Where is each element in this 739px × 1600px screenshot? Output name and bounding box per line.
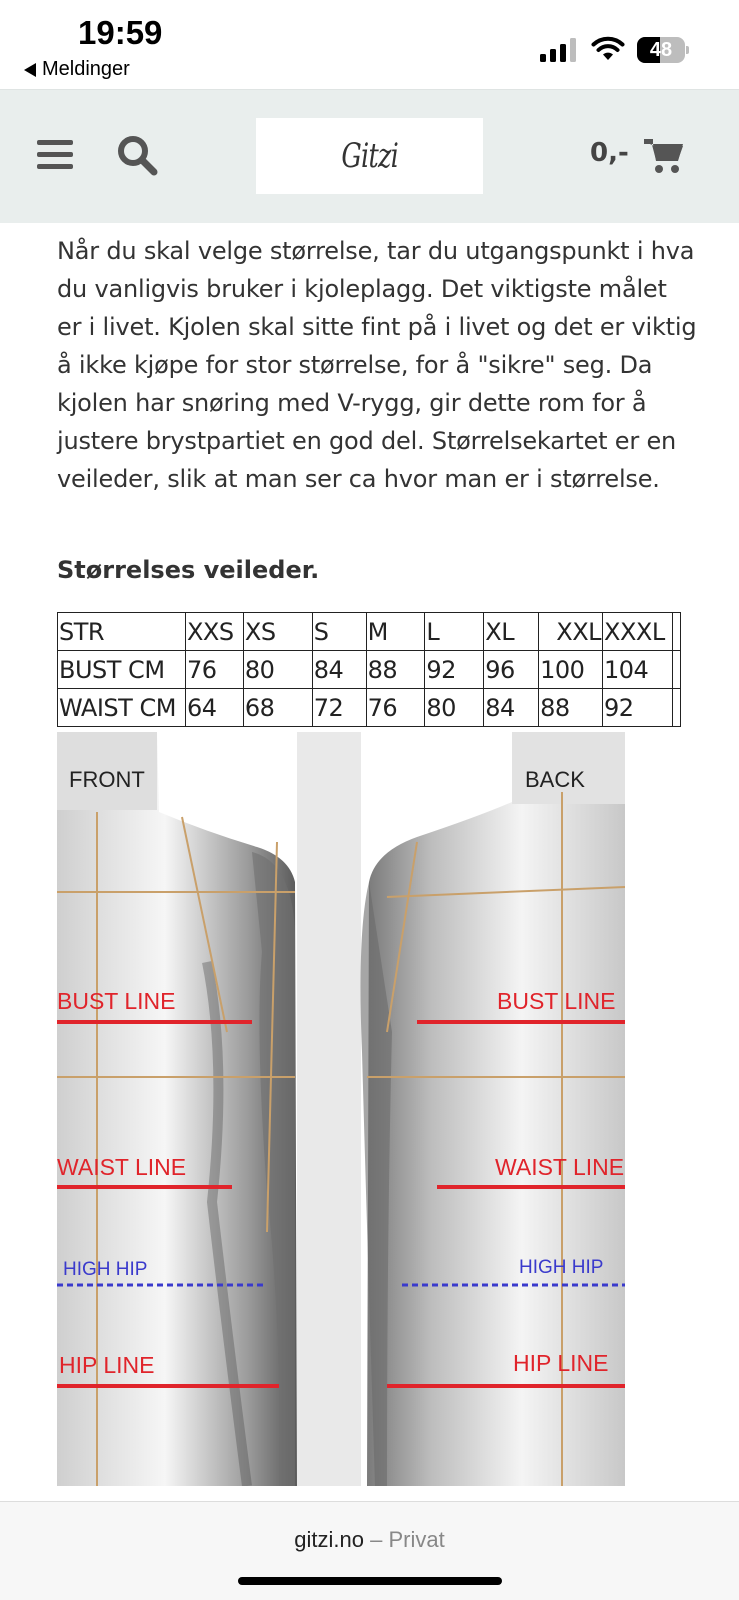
measurement-diagram — [57, 732, 625, 1486]
private-mode-label: Privat — [388, 1527, 445, 1552]
table-cell: 84 — [484, 689, 539, 727]
table-cell: 100 — [539, 651, 603, 689]
back-bust-label: BUST LINE — [497, 988, 616, 1014]
cart-icon[interactable] — [644, 138, 684, 174]
search-icon[interactable] — [116, 134, 158, 176]
table-row — [58, 689, 681, 727]
back-high-hip-label: HIGH HIP — [519, 1257, 604, 1278]
table-cell: 68 — [243, 689, 312, 727]
table-cell: 72 — [312, 689, 366, 727]
table-cell: M — [366, 613, 425, 651]
table-cell: 76 — [366, 689, 425, 727]
site-logo[interactable] — [256, 118, 483, 194]
table-cell-empty — [672, 689, 680, 727]
table-cell: 92 — [425, 651, 484, 689]
table-cell: L — [425, 613, 484, 651]
logo-text: Gitzi — [341, 136, 398, 176]
url-separator: – — [364, 1527, 389, 1552]
wifi-icon — [591, 36, 625, 62]
site-header — [0, 89, 739, 223]
table-cell-empty — [672, 651, 680, 689]
size-table — [57, 612, 681, 727]
table-cell: 64 — [185, 689, 243, 727]
table-cell: 88 — [366, 651, 425, 689]
menu-icon[interactable] — [37, 140, 73, 170]
front-bust-label: BUST LINE — [57, 988, 176, 1014]
table-cell: 80 — [425, 689, 484, 727]
table-cell: XL — [484, 613, 539, 651]
url-domain: gitzi.no — [294, 1527, 364, 1552]
table-cell: 92 — [603, 689, 673, 727]
table-cell: XXL — [539, 613, 603, 651]
url-display[interactable] — [0, 1527, 739, 1553]
table-cell: 96 — [484, 651, 539, 689]
cart-total[interactable]: 0,- — [590, 138, 629, 168]
table-cell: XXS — [185, 613, 243, 651]
table-cell: STR — [58, 613, 186, 651]
cellular-signal-icon — [540, 38, 580, 62]
table-cell: 104 — [603, 651, 673, 689]
table-cell: 80 — [243, 651, 312, 689]
battery-level: 48 — [649, 39, 673, 61]
status-time: 19:59 — [78, 14, 163, 51]
back-hip-label: HIP LINE — [513, 1350, 609, 1376]
table-cell: XS — [243, 613, 312, 651]
table-cell: WAIST CM — [58, 689, 186, 727]
back-label: BACK — [525, 767, 585, 792]
front-hip-label: HIP LINE — [59, 1352, 155, 1378]
table-cell: 76 — [185, 651, 243, 689]
back-to-app-link[interactable] — [24, 58, 130, 81]
table-cell: XXXL — [603, 613, 673, 651]
table-cell: S — [312, 613, 366, 651]
battery-cap — [686, 46, 689, 54]
battery-indicator — [637, 37, 689, 63]
back-waist-label: WAIST LINE — [495, 1154, 625, 1180]
table-cell: BUST CM — [58, 651, 186, 689]
back-app-label: Meldinger — [42, 58, 130, 80]
front-label: FRONT — [69, 767, 145, 792]
table-cell: 84 — [312, 651, 366, 689]
table-row — [58, 651, 681, 689]
front-waist-label: WAIST LINE — [57, 1154, 187, 1180]
browser-address-bar[interactable] — [0, 1501, 739, 1600]
back-figure — [361, 732, 625, 1486]
home-indicator[interactable] — [238, 1577, 502, 1585]
front-high-hip-label: HIGH HIP — [63, 1259, 148, 1280]
size-guide-intro: Når du skal velge størrelse, tar du utgangspunkt i hva du vanligvis bruker i kjoleplagg. Det viktigste målet er i livet. Kjolen skal sitte fint på i livet og det er viktig å ikke kjøpe for stor størrelse, for å "sikre" seg. Da kjolen har snøring med V-rygg, gir dette rom for å justere brystpartiet en god del. Størrelsekartet er en veileder, slik at man ser ca hvor man er i størrelse. — [57, 237, 697, 493]
table-cell-empty — [672, 613, 680, 651]
table-cell: 88 — [539, 689, 603, 727]
size-guide-heading: Størrelses veileder. — [57, 556, 320, 584]
table-row — [58, 613, 681, 651]
back-triangle-icon — [24, 63, 36, 77]
status-bar — [0, 0, 739, 88]
